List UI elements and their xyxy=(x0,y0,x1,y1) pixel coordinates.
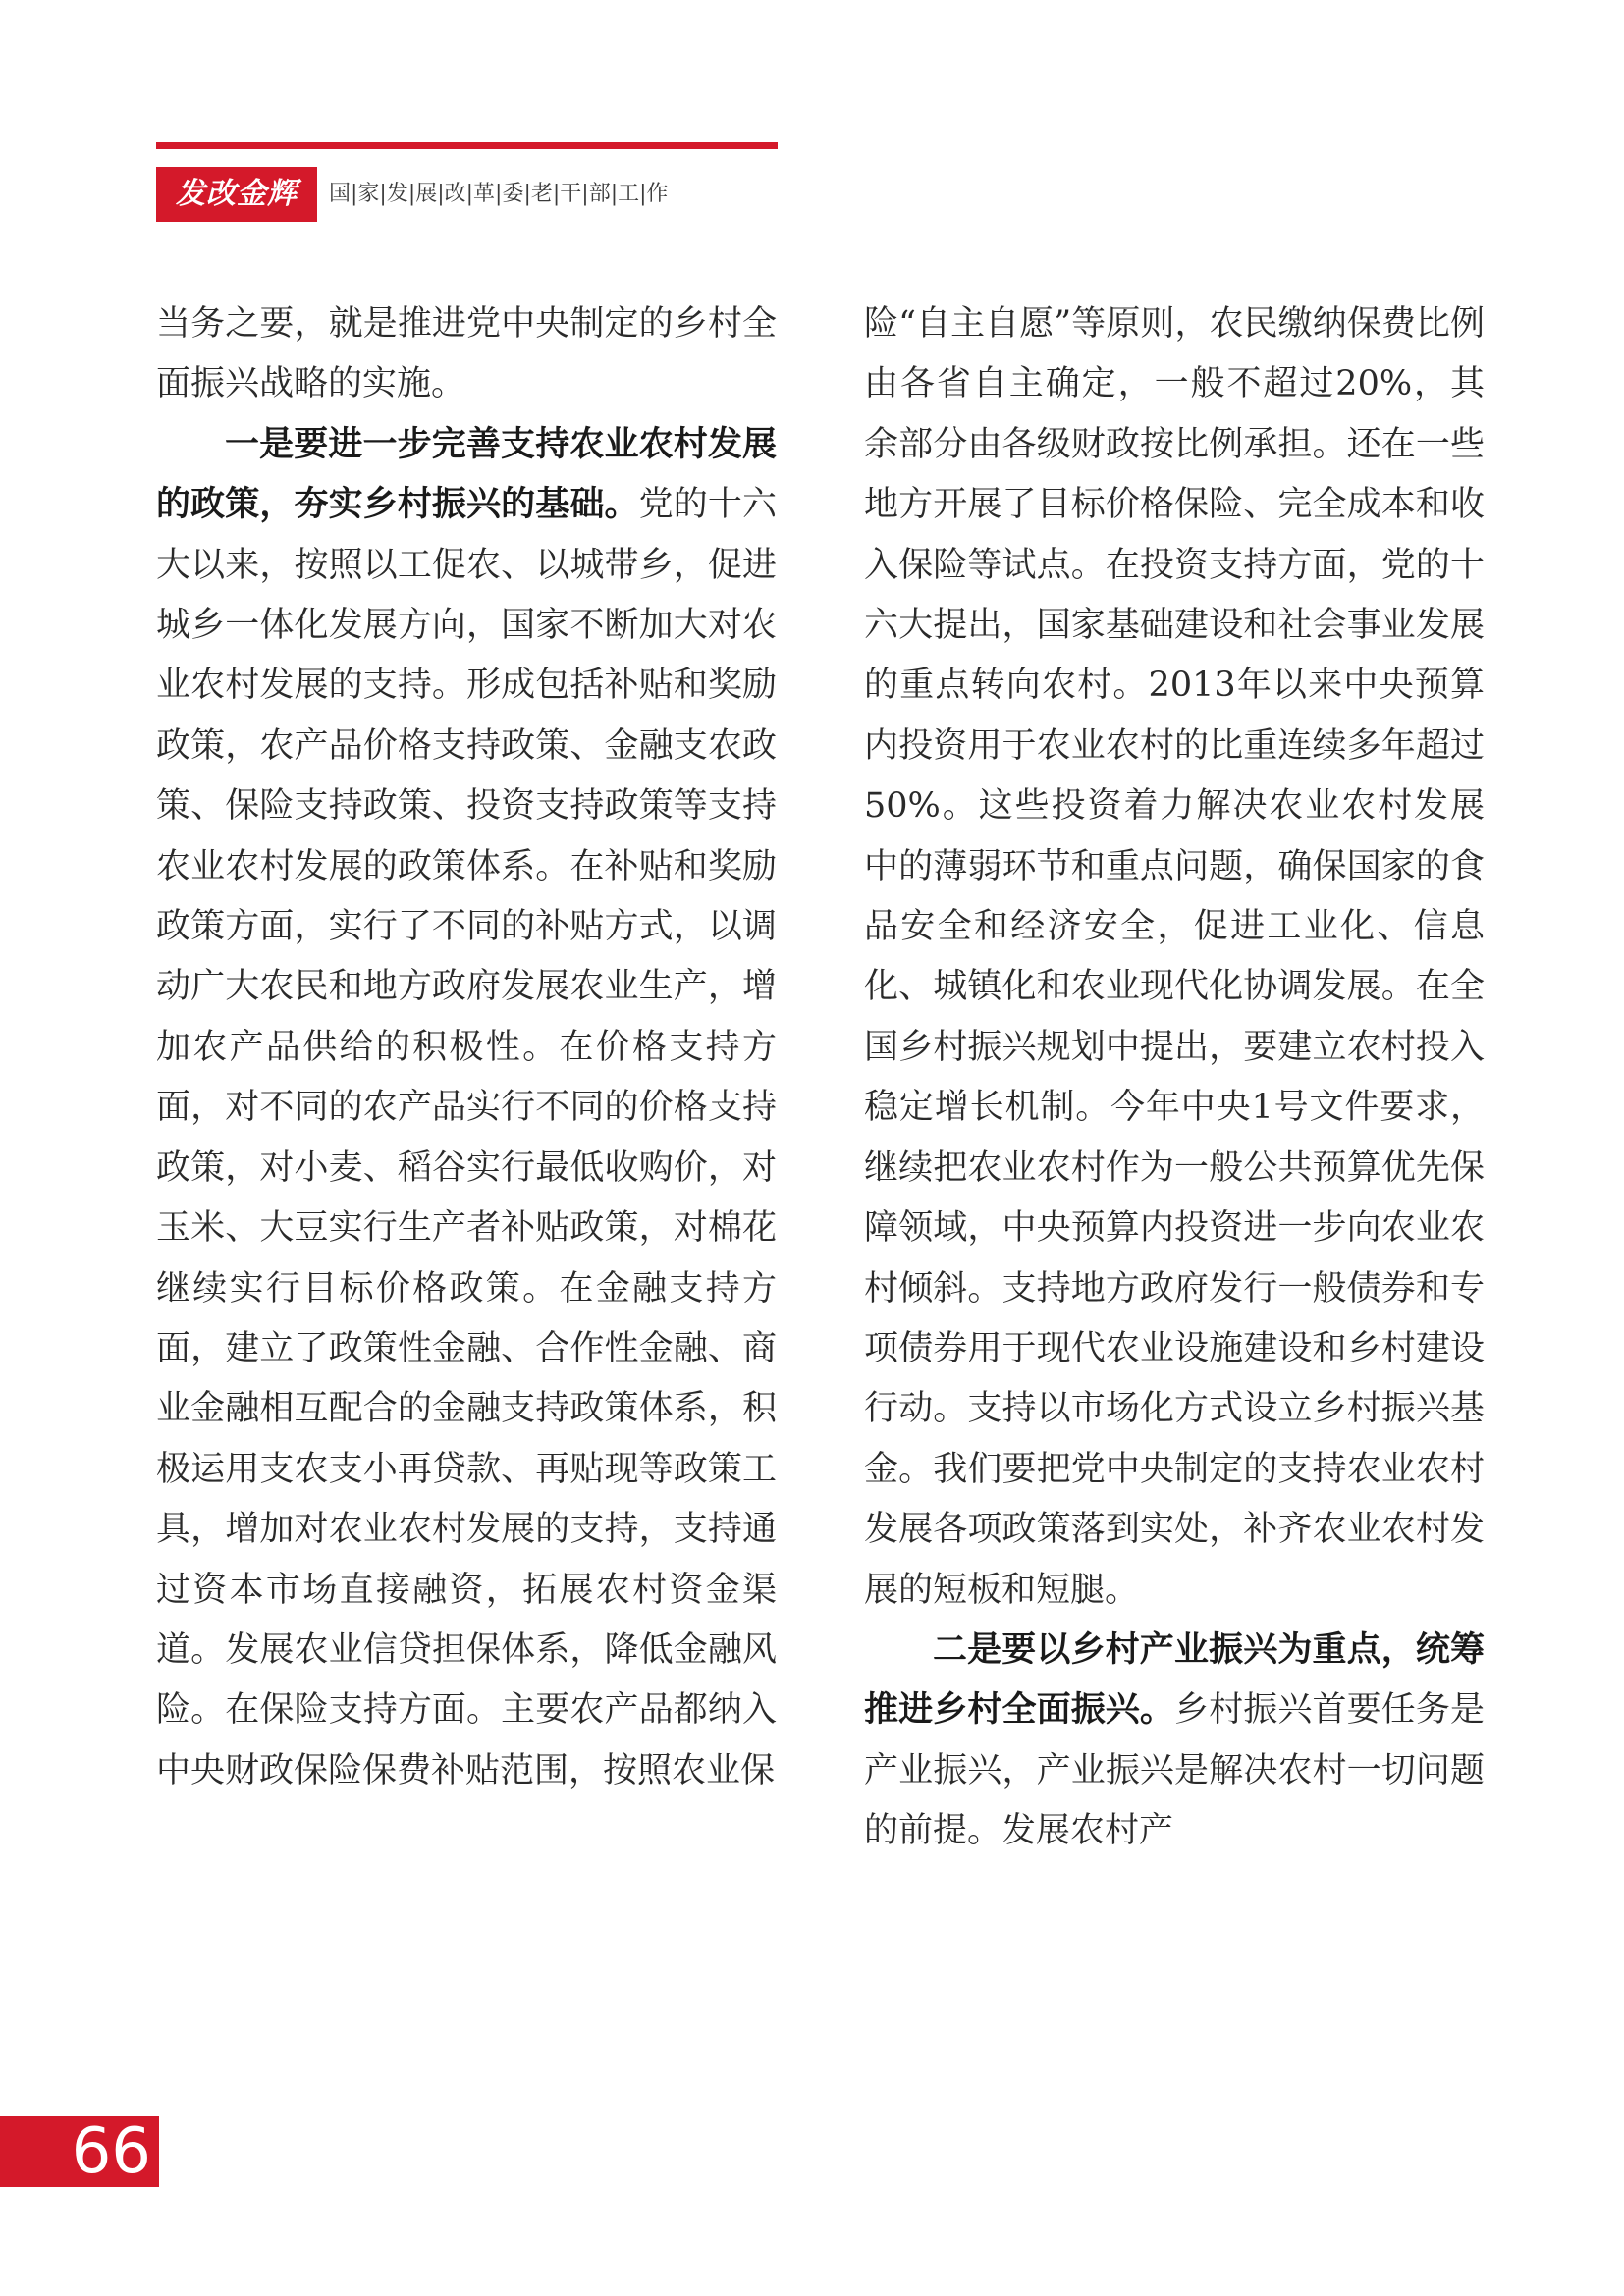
point-two-heading: 二是要以乡村产业振兴为重点，统筹推进乡村全面振兴。 xyxy=(864,1629,1485,1731)
left-paragraph-2 xyxy=(156,415,777,1801)
left-column xyxy=(156,294,777,1801)
column-logo: 发改金辉 xyxy=(156,167,317,222)
point-one-heading: 一是要进一步完善支持农业农村发展的政策，夯实乡村振兴的基础。 xyxy=(156,424,777,525)
header-rule xyxy=(156,142,778,149)
right-paragraph-2 xyxy=(864,1621,1485,1862)
page-number-badge xyxy=(0,2116,159,2187)
header-tagline: 国|家|发|展|改|革|委|老|干|部|工|作 xyxy=(329,182,669,206)
left-paragraph-1: 当务之要，就是推进党中央制定的乡村全面振兴战略的实施。 xyxy=(156,304,777,404)
right-column xyxy=(864,294,1485,1862)
point-two-body: 乡村振兴首要任务是产业振兴，产业振兴是解决农村一切问题的前提。发展农村产 xyxy=(864,1690,1485,1851)
right-paragraph-1: 险“自主自愿”等原则，农民缴纳保费比例由各省自主确定，一般不超过20%，其余部分由各级财政按比例承担。还在一些地方开展了目标价格保险、完全成本和收入保险等试点。在投资支持方面，党的十六大提出，国家基础建设和社会事业发展的重点转向农村。2013年以来中央预算内投资用于农业农村的比重连续多年超过50%。这些投资着力解决农业农村发展中的薄弱环节和重点问题，确保国家的食品安全和经济安全，促进工业化、信息化、城镇化和农业现代化协调发展。在全国乡村振兴规划中提出，要建立农村投入稳定增长机制。今年中央1号文件要求，继续把农业农村作为一般公共预算优先保障领域，中央预算内投资进一步向农业农村倾斜。支持地方政府发行一般债券和专项债券用于现代农业设施建设和乡村建设行动。支持以市场化方式设立乡村振兴基金。我们要把党中央制定的支持农业农村发展各项政策落到实处，补齐农业农村发展的短板和短腿。 xyxy=(864,304,1485,1610)
point-one-body: 党的十六大以来，按照以工促农、以城带乡，促进城乡一体化发展方向，国家不断加大对农业农村发展的支持。形成包括补贴和奖励政策，农产品价格支持政策、金融支农政策、保险支持政策、投资支持政策等支持农业农村发展的政策体系。在补贴和奖励政策方面，实行了不同的补贴方式，以调动广大农民和地方政府发展农业生产，增加农产品供给的积极性。在价格支持方面，对不同的农产品实行不同的价格支持政策，对小麦、稻谷实行最低收购价，对玉米、大豆实行生产者补贴政策，对棉花继续实行目标价格政策。在金融支持方面，建立了政策性金融、合作性金融、商业金融相互配合的金融支持政策体系，积极运用支农支小再贷款、再贴现等政策工具，增加对农业农村发展的支持，支持通过资本市场直接融资，拓展农村资金渠道。发展农业信贷担保体系，降低金融风险。在保险支持方面。主要农产品都纳入中央财政保险保费补贴范围，按照农业保 xyxy=(156,485,777,1790)
page-number: 66 xyxy=(71,2115,151,2188)
masthead xyxy=(156,167,779,222)
